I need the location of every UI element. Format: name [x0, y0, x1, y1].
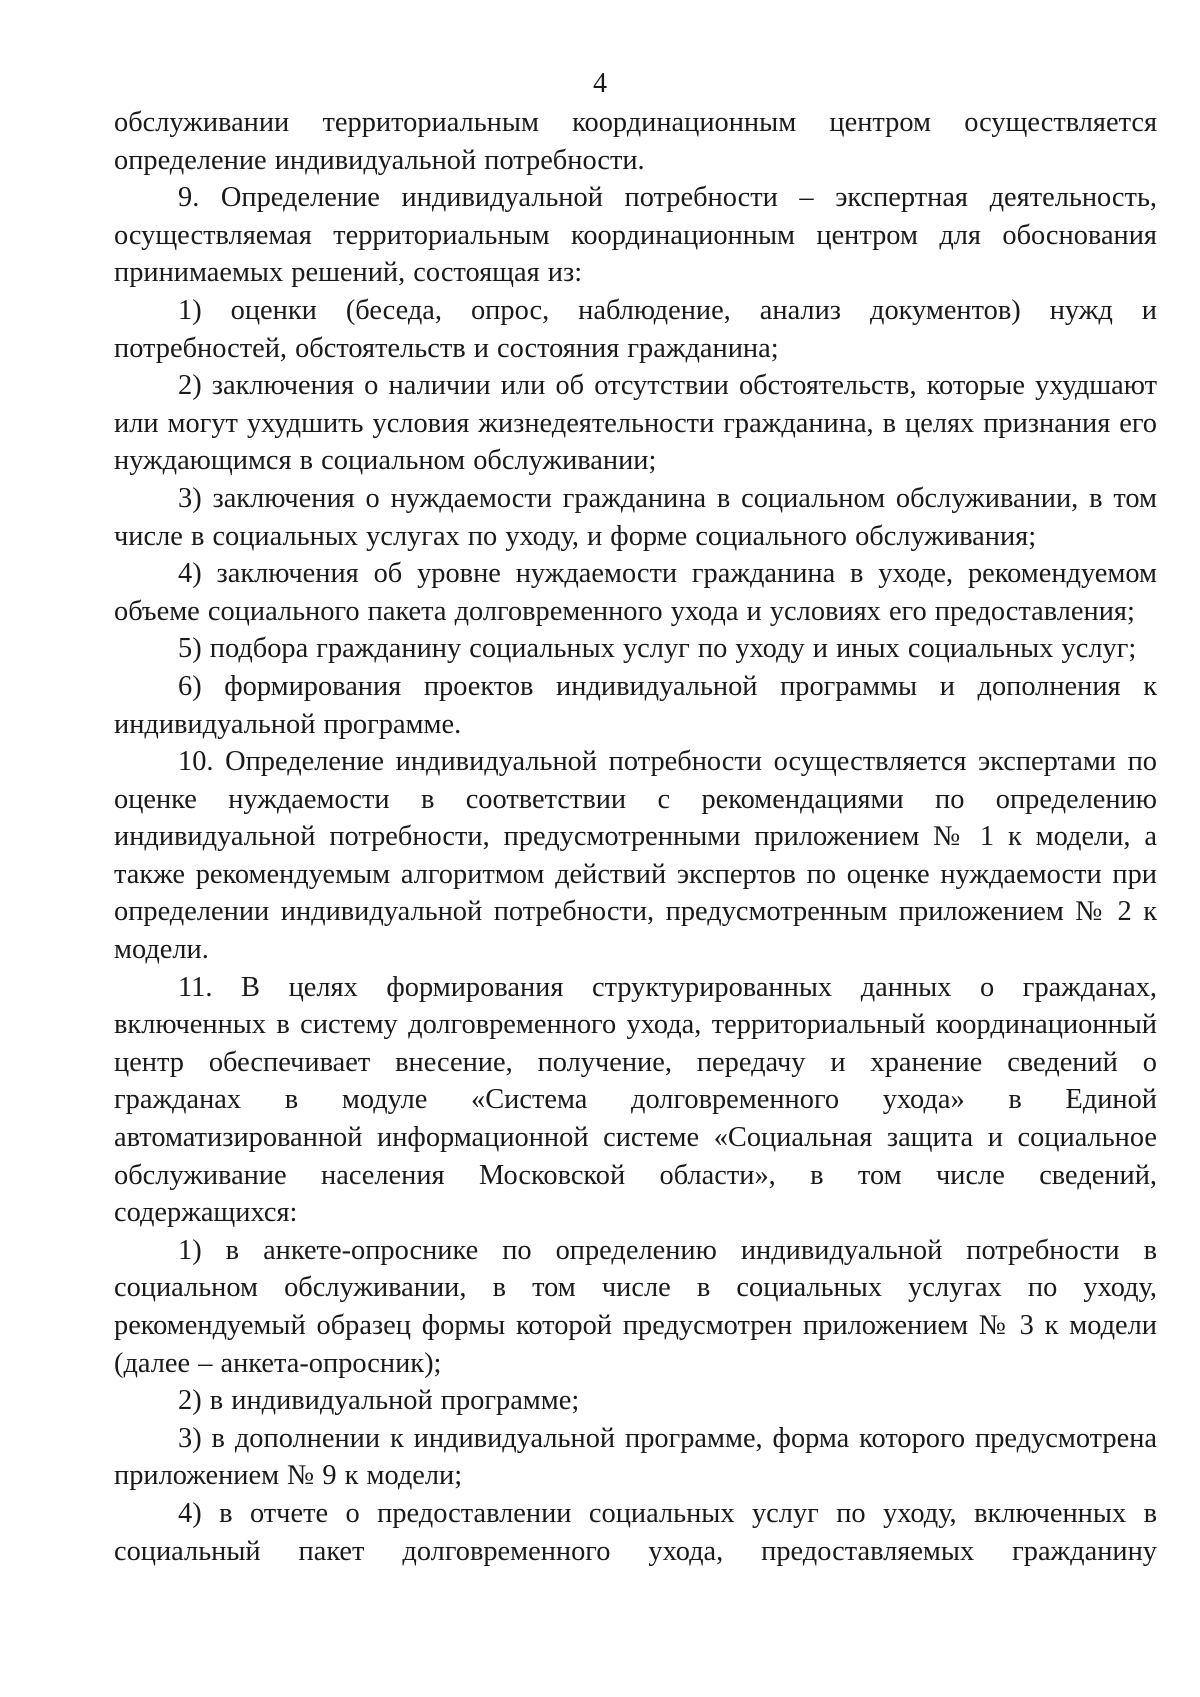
paragraph-11-item-4: 4) в отчете о предоставлении социальных услуг по уходу, включенных в социальный пакет долговременного ухода, предоставляемых гражданину: [114, 1497, 1157, 1567]
paragraph-9-item-4: 4) заключения об уровне нуждаемости гражданина в уходе, рекомендуемом объеме социального пакета долговременного ухода и условиях его предоставления;: [114, 558, 1157, 627]
paragraph-10: 10. Определение индивидуальной потребности осуществляется экспертами по оценке нуждаемости в соответствии с рекомендациями по определению индивидуальной потребности, предусмотренными приложением № 1 к модели, а также рекомендуемым алгоритмом действий экспертов по оценке нуждаемости при определении индивидуальной потребности, предусмотренным приложением № 2 к модели.: [114, 746, 1157, 966]
paragraph-11: 11. В целях формирования структурированных данных о гражданах, включенных в систему долговременного ухода, территориальный координационный центр обеспечивает внесение, получение, передачу и хранение сведений о гражданах в модуле «Система долговременного ухода» в Единой автоматизированной информационной системе «Социальная защита и социальное обслуживание населения Московской области», в том числе сведений, содержащихся:: [114, 971, 1157, 1229]
paragraph-11-item-1: 1) в анкете-опроснике по определению индивидуальной потребности в социальном обслуживании, в том числе в социальных услугах по уходу, рекомендуемый образец формы которой предусмотрен приложением № 3 к модели (далее – анкета-опросник);: [114, 1234, 1157, 1379]
page-number: 4: [593, 68, 607, 99]
paragraph-9-item-6: 6) формирования проектов индивидуальной программы и дополнения к индивидуальной программе.: [114, 670, 1157, 740]
paragraph-9-item-1: 1) оценки (беседа, опрос, наблюдение, анализ документов) нужд и потребностей, обстоятельств и состояния гражданина;: [114, 294, 1157, 364]
paragraph-9-item-3: 3) заключения о нуждаемости гражданина в социальном обслуживании, в том числе в социальных услугах по уходу, и форме социального обслуживания;: [114, 482, 1157, 552]
paragraph-11-item-2: 2) в индивидуальной программе;: [178, 1385, 580, 1417]
paragraph-9-item-2: 2) заключения о наличии или об отсутствии обстоятельств, которые ухудшают или могут ухудшить условия жизнедеятельности гражданина, в целях признания его нуждающимся в социальном обслуживании;: [114, 370, 1157, 477]
paragraph-9: 9. Определение индивидуальной потребности – экспертная деятельность, осуществляемая территориальным координационным центром для обоснования принимаемых решений, состоящая из:: [114, 182, 1157, 289]
paragraph-9-item-5: 5) подбора гражданину социальных услуг по уходу и иных социальных услуг;: [178, 633, 1137, 665]
paragraph-continuation: обслуживании территориальным координационным центром осуществляется определение индивидуальной потребности.: [114, 107, 1157, 176]
paragraph-11-item-3: 3) в дополнении к индивидуальной программе, форма которого предусмотрена приложением № 9 к модели;: [114, 1422, 1157, 1492]
document-body: [114, 104, 1157, 1570]
